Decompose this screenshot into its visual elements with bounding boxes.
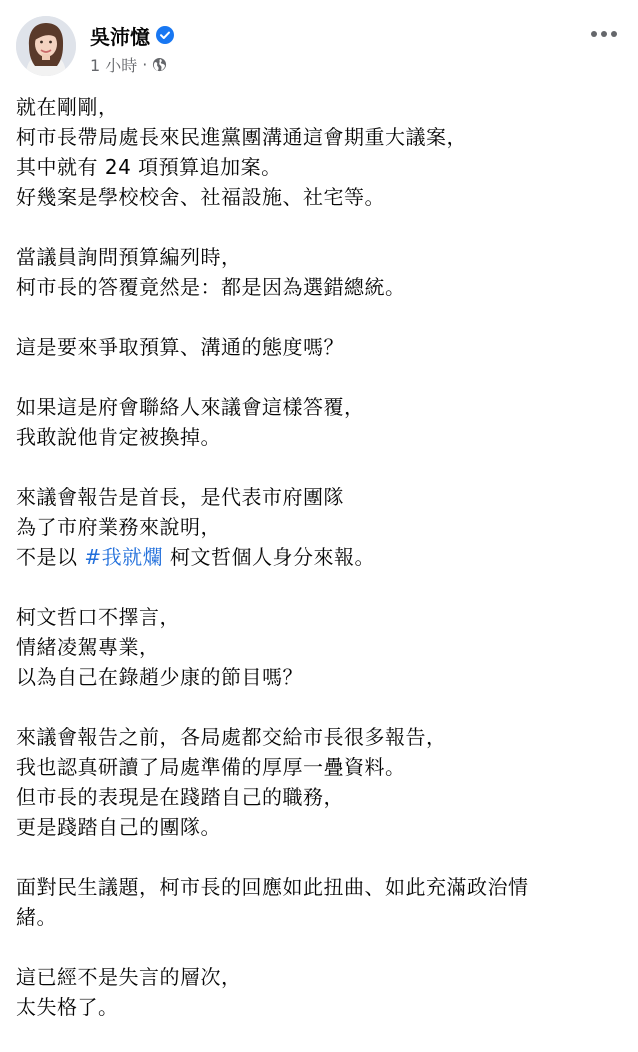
- author-block: [90, 22, 174, 75]
- post-body: [16, 92, 624, 1052]
- text-line: 我也認真研讀了局處準備的厚厚一疊資料。: [16, 755, 406, 779]
- text-line: 柯市長的答覆竟然是：都是因為選錯總統。: [16, 275, 406, 299]
- text-line: 太失格了。: [16, 995, 119, 1019]
- text-line: 情緒凌駕專業，: [16, 635, 160, 659]
- avatar[interactable]: [16, 16, 76, 76]
- author-name[interactable]: 吳沛憶: [90, 24, 150, 49]
- text-line: 其中就有 24 項預算追加案。: [16, 155, 282, 179]
- text-line: 為了市府業務來說明，: [16, 515, 221, 539]
- hashtag-link[interactable]: #我就爛: [84, 545, 164, 569]
- more-options-button[interactable]: [586, 20, 622, 48]
- paragraph-4: [16, 392, 624, 452]
- text-line: 當議員詢問預算編列時，: [16, 245, 242, 269]
- meta-separator: ·: [142, 54, 148, 74]
- paragraph-8: [16, 872, 624, 932]
- post-meta: [90, 53, 174, 75]
- text-line: 來議會報告之前，各局處都交給市長很多報告，: [16, 725, 447, 749]
- paragraph-7: [16, 722, 624, 842]
- post-timestamp[interactable]: 1 小時: [90, 55, 138, 75]
- text-line: 就在剛剛，: [16, 95, 119, 119]
- text-line: 來議會報告是首長，是代表市府團隊: [16, 485, 344, 509]
- text-line: 柯市長帶局處長來民進黨團溝通這會期重大議案，: [16, 125, 467, 149]
- text-line: 這已經不是失言的層次，: [16, 965, 242, 989]
- paragraph-9: [16, 962, 624, 1022]
- text-line: 這是要來爭取預算、溝通的態度嗎？: [16, 335, 344, 359]
- verified-badge-icon: [156, 26, 174, 44]
- text-line: 如果這是府會聯絡人來議會這樣答覆，: [16, 395, 365, 419]
- text-line: 以為自己在錄趙少康的節目嗎？: [16, 665, 303, 689]
- text-line: 我敢說他肯定被換掉。: [16, 425, 221, 449]
- text-line: 但市長的表現是在踐踏自己的職務，: [16, 785, 344, 809]
- post-header: [16, 16, 622, 78]
- text-line: 面對民生議題，柯市長的回應如此扭曲、如此充滿政治情: [16, 875, 529, 899]
- text-line: 好幾案是學校校舍、社福設施、社宅等。: [16, 185, 385, 209]
- hashtag-line: [16, 542, 624, 572]
- author-row: [90, 22, 174, 48]
- text-line: 緒。: [16, 905, 57, 929]
- hashtag-line-before: 不是以: [16, 545, 85, 569]
- globe-icon[interactable]: [152, 57, 167, 72]
- more-horizontal-icon: [590, 30, 618, 38]
- text-line: 柯文哲口不擇言，: [16, 605, 180, 629]
- paragraph-2: [16, 242, 624, 302]
- text-line: 更是踐踏自己的團隊。: [16, 815, 221, 839]
- paragraph-5: [16, 482, 624, 572]
- paragraph-1: [16, 92, 624, 212]
- paragraph-6: [16, 602, 624, 692]
- paragraph-3: [16, 332, 624, 362]
- hashtag-line-after: 柯文哲個人身分來報。: [163, 545, 375, 569]
- avatar-image: [16, 16, 76, 76]
